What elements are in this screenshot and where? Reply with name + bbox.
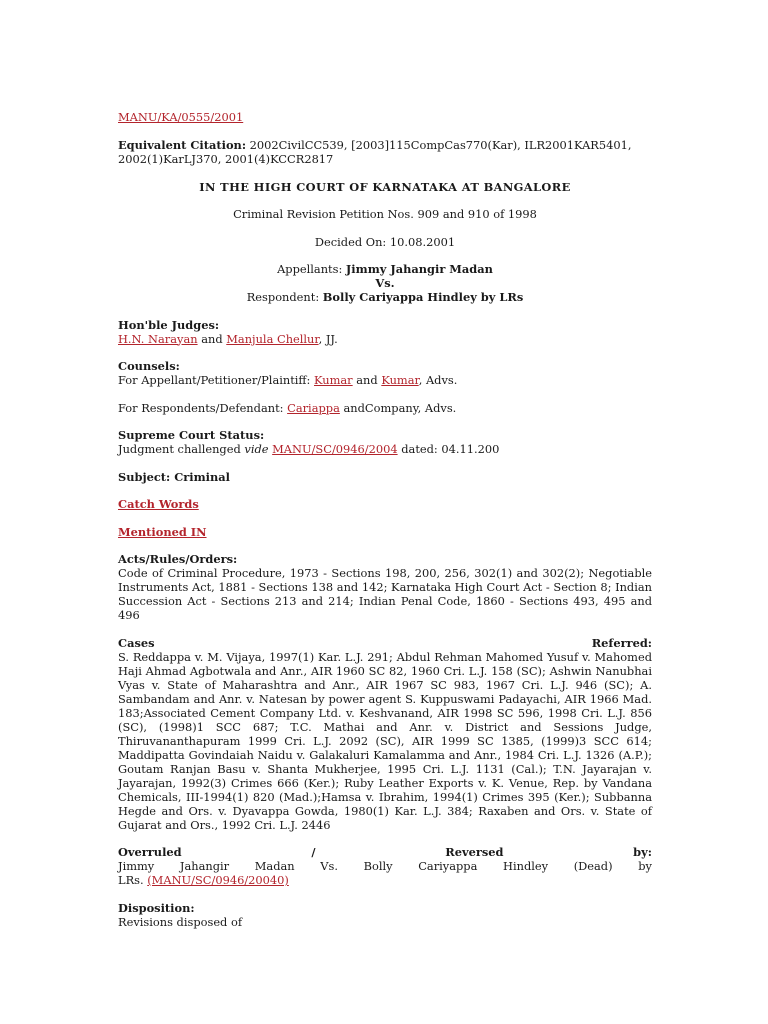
supreme-court-section	[118, 428, 652, 456]
overruled-line3-prefix: LRs.	[118, 873, 144, 887]
counsel-link-cariappa[interactable]: Cariappa	[287, 400, 340, 415]
cases-label: Cases	[118, 635, 155, 650]
counsel-link-kumar-2[interactable]: Kumar	[381, 373, 419, 387]
overruled-word-3: Reversed	[445, 845, 504, 859]
respondent-counsel	[118, 401, 652, 415]
appellants-label: Appellants:	[277, 262, 343, 276]
overruled-line2-word: Cariyappa	[418, 859, 478, 873]
cases-text: S. Reddappa v. M. Vijaya, 1997(1) Kar. L.J. 291; Abdul Rehman Mahomed Yusuf v. Mahomed Haji Ahmad Agbotwala and Anr., AIR 1960 SC 82, 1960 Cri. L.J. 158 (SC); Ashwin Nanubhai Vyas v. State of Maharashtra and Anr., AIR 1967 SC 983, 1967 Cri. L.J. 946 (SC); A. Sambandam and Anr. v. Natesan by power agent S. Kuppuswami Padayachi, AIR 1966 Mad. 183;Associated Cement Company Ltd. v. Keshvanand, AIR 1998 SC 596, 1998 Cri. L.J. 856 (SC), (1998)1 SCC 687; T.C. Mathai and Anr. v. District and Sessions Judge, Thiruvananthapuram 1999 Cri. L.J. 2092 (SC), AIR 1999 SC 1385, (1999)3 SCC 614; Maddipatta Govindaiah Naidu v. Galakaluri Kamalamma and Anr., 1984 Cri. L.J. 1326 (A.P.); Goutam Ranjan Basu v. Shanta Mukherjee, 1995 Cri. L.J. 1131 (Cal.); T.N. Jayarajan v. Jayarajan, 1992(3) Crimes 666 (Ker.); Ruby Leather Exports v. K. Venue, Rep. by Vandana Chemicals, III-1994(1) 820 (Mad.);Hamsa v. Ibrahim, 1994(1) Crimes 395 (Ker.); Subbanna Hegde and Ors. v. Dyavappa Gowda, 1980(1) Kar. L.J. 384; Raxaben and Ors. v. State of Gujarat and Ors., 1992 Cri. L.J. 2446	[118, 649, 652, 832]
counsels-label: Counsels:	[118, 359, 180, 373]
document-content	[118, 110, 652, 942]
citation-id-link[interactable]: MANU/KA/0555/2001	[118, 110, 244, 124]
court-title: IN THE HIGH COURT OF KARNATAKA AT BANGALORE	[199, 179, 571, 194]
judges-section	[118, 318, 652, 346]
supreme-court-suffix: dated: 04.11.200	[401, 442, 500, 456]
appellants-name: Jimmy Jahangir Madan	[345, 262, 493, 276]
respondent-counsel-suffix: andCompany, Advs.	[343, 400, 457, 415]
acts-label: Acts/Rules/Orders:	[118, 552, 238, 566]
subject: Subject: Criminal	[118, 469, 230, 484]
overruled-line2-word: Madan	[254, 859, 295, 873]
equivalent-citation-line2: 2002(1)KarLJ370, 2001(4)KCCR2817	[118, 152, 334, 166]
catch-words-link[interactable]: Catch Words	[118, 497, 199, 511]
overruled-line2-word: by	[638, 859, 652, 873]
overruled-line2-word: Hindley	[503, 859, 549, 873]
judges-and: and	[201, 331, 223, 346]
parties	[118, 262, 652, 304]
mentioned-in-link[interactable]: Mentioned IN	[118, 524, 207, 539]
acts-text: Code of Criminal Procedure, 1973 - Sections 198, 200, 256, 302(1) and 302(2); Negotiable Instruments Act, 1881 - Sections 138 and 142; Karnataka High Court Act - Section 8; Indian Succession Act - Sections 213 and 214; Indian Penal Code, 1860 - Sections 493, 495 and 496	[118, 566, 652, 622]
respondent-counsel-prefix: For Respondents/Defendant:	[118, 400, 284, 415]
overruled-word-4: by:	[633, 845, 652, 859]
appellant-counsel-and: and	[356, 373, 378, 387]
petition-number: Criminal Revision Petition Nos. 909 and 910 of 1998	[233, 207, 537, 221]
decided-on: Decided On: 10.08.2001	[314, 234, 456, 249]
acts-section	[118, 552, 652, 622]
overruled-link[interactable]: (MANU/SC/0946/20040)	[147, 873, 289, 887]
overruled-line2-word: Vs.	[320, 859, 338, 873]
equivalent-citation	[118, 138, 652, 166]
counsels-section	[118, 359, 652, 387]
versus: Vs.	[375, 276, 395, 290]
appellant-counsel-prefix: For Appellant/Petitioner/Plaintiff:	[118, 373, 311, 387]
disposition-label: Disposition:	[118, 900, 195, 915]
supreme-court-prefix: Judgment challenged	[118, 442, 241, 456]
cases-section	[118, 636, 652, 832]
respondent-name: Bolly Cariyappa Hindley by LRs	[322, 290, 524, 304]
judge-link-chellur[interactable]: Manjula Chellur	[226, 331, 319, 346]
overruled-line2-word: Jimmy	[118, 859, 155, 873]
appellant-counsel-suffix: , Advs.	[418, 373, 458, 387]
disposition-text: Revisions disposed of	[118, 914, 243, 929]
disposition-section	[118, 901, 652, 929]
judge-link-narayan[interactable]: H.N. Narayan	[118, 331, 198, 346]
judges-suffix: , JJ.	[318, 331, 338, 346]
equivalent-citation-line1: 2002CivilCC539, [2003]115CompCas770(Kar), ILR2001KAR5401,	[249, 138, 632, 152]
overruled-section	[118, 845, 652, 887]
counsel-link-kumar-1[interactable]: Kumar	[314, 373, 353, 387]
overruled-line2-word: Bolly	[363, 859, 393, 873]
equivalent-citation-label: Equivalent Citation:	[118, 138, 247, 152]
overruled-line2-word: (Dead)	[573, 859, 613, 873]
overruled-word-1: Overruled	[118, 845, 182, 859]
supreme-court-vide: vide	[244, 442, 269, 456]
overruled-word-2: /	[311, 845, 316, 859]
overruled-line2-word: Jahangir	[179, 859, 230, 873]
supreme-court-label: Supreme Court Status:	[118, 428, 265, 442]
respondent-label: Respondent:	[246, 290, 320, 304]
judges-label: Hon'ble Judges:	[118, 317, 220, 332]
supreme-court-link[interactable]: MANU/SC/0946/2004	[272, 442, 398, 456]
cases-referred: Referred:	[591, 635, 652, 650]
